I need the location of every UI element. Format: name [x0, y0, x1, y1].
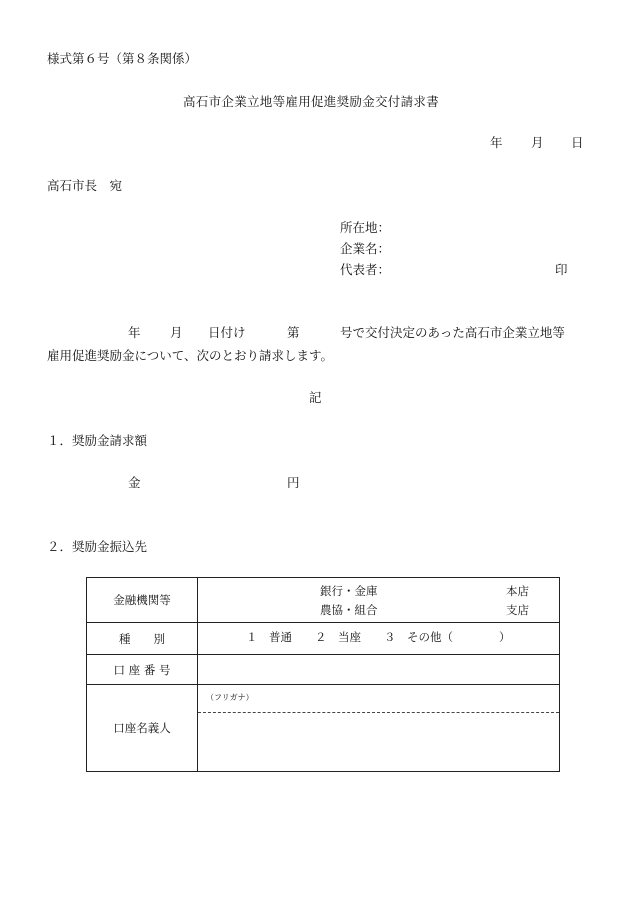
body-dai: 第	[287, 325, 300, 340]
institution-label: 金融機関等	[87, 578, 198, 623]
date-month-label: 月	[531, 135, 544, 150]
body-line1-rest: 号で交付決定のあった高石市企業立地等	[340, 325, 565, 340]
date-day-label: 日	[571, 135, 584, 150]
table-row	[87, 578, 560, 623]
bank-kinko-label: 銀行・金庫	[320, 584, 378, 598]
type-options: １ 普通 ２ 当座 ３ その他（ ）	[246, 630, 511, 644]
institution-cell[interactable]	[198, 578, 560, 623]
form-number: 様式第６号（第８条関係）	[47, 51, 198, 66]
shiten-label: 支店	[506, 603, 529, 617]
section2-heading: ２．奨励金振込先	[47, 539, 148, 554]
section1-heading: １．奨励金請求額	[47, 433, 148, 448]
account-name-field[interactable]	[198, 713, 559, 771]
account-name-label: 口座名義人	[87, 685, 198, 772]
table-row	[87, 655, 560, 685]
table-row	[87, 685, 560, 772]
body-line2: 雇用促進奨励金について、次のとおり請求します。	[47, 348, 334, 363]
ki-mark: 記	[309, 390, 322, 405]
account-name-cell	[198, 685, 560, 772]
seal-mark: 印	[555, 262, 568, 277]
yen-label: 円	[287, 475, 300, 490]
type-options-cell[interactable]	[198, 623, 560, 655]
table-row	[87, 623, 560, 655]
addressee: 高石市長 宛	[47, 178, 123, 193]
account-number-field[interactable]	[198, 655, 560, 685]
bank-transfer-table	[86, 577, 560, 772]
furigana-label: （フリガナ）	[206, 693, 254, 702]
company-label: 企業名：	[340, 241, 391, 256]
representative-label: 代表者：	[340, 262, 391, 277]
body-dated: 日付け	[208, 325, 246, 340]
document-title: 高石市企業立地等雇用促進奨励金交付請求書	[183, 94, 440, 109]
date-year-label: 年	[490, 135, 503, 150]
address-label: 所在地：	[340, 220, 391, 235]
type-label: 種 別	[87, 623, 198, 655]
body-month: 月	[170, 325, 183, 340]
account-number-label: 口 座 番 号	[87, 655, 198, 685]
nokyo-kumiai-label: 農協・組合	[320, 603, 378, 617]
furigana-field[interactable]	[198, 685, 559, 713]
kin-label: 金	[128, 475, 141, 490]
body-year: 年	[128, 325, 141, 340]
honten-label: 本店	[506, 584, 529, 598]
